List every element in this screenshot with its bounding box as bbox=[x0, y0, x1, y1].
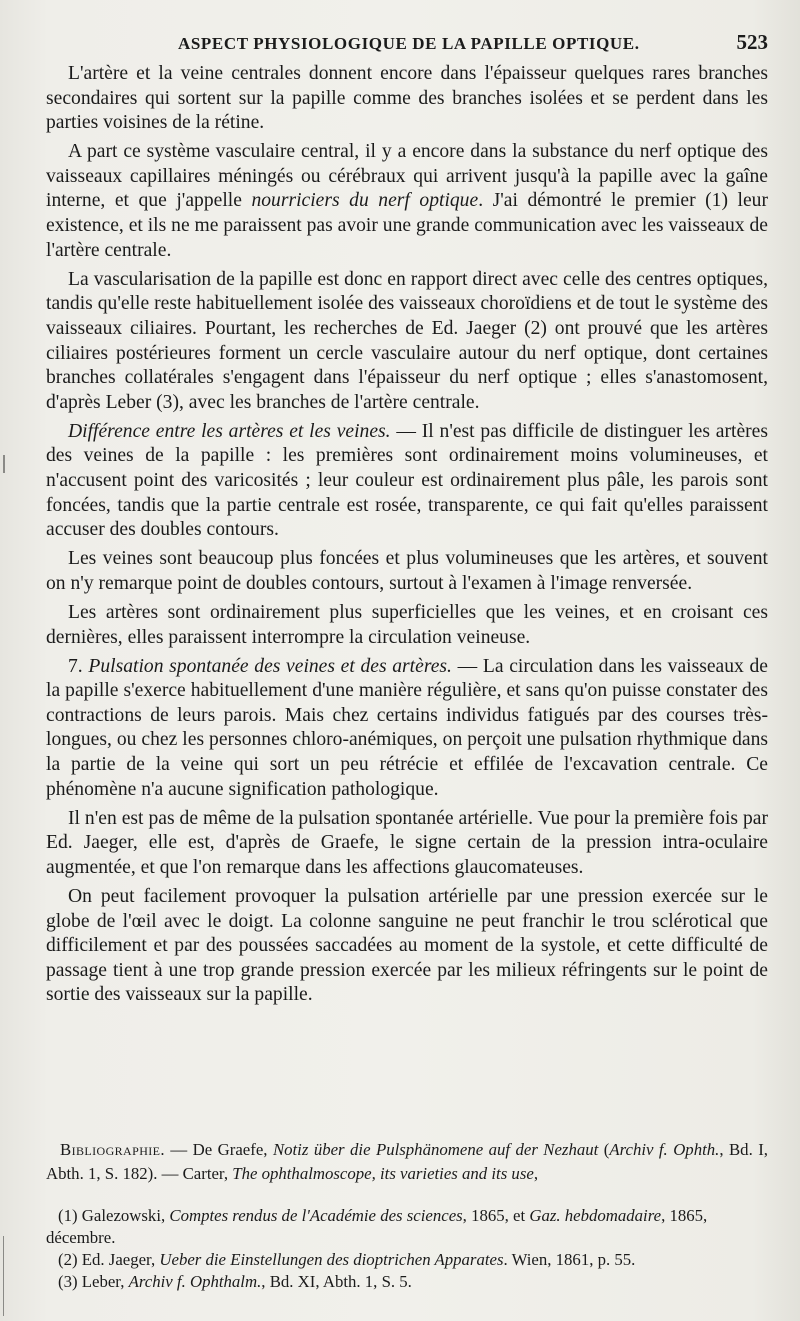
footnote-title: Comptes rendus de l'Académie des sciences bbox=[169, 1206, 463, 1225]
paragraph-5 bbox=[46, 547, 768, 596]
footnote-text: , Bd. XI, Abth. 1, S. 5. bbox=[261, 1272, 412, 1291]
page-number: 523 bbox=[736, 30, 768, 54]
paragraph-text: — La circulation dans les vaisseaux de la papille s'exerce habituellement d'une manière régulière, et sans qu'on puisse constater des contractions de leurs parois. Mais chez certains individus fatigués par des courses très-longues, ou chez les personnes chloro-anémiques, on perçoit une pulsation rhythmique dans la partie de la veine qui sort un peu rétrécie et effilée de l'excavation centrale. Ce phénomène n'a aucune signification pathologique. bbox=[46, 655, 769, 800]
footnote-text: , 1865, décembre. bbox=[46, 1206, 708, 1247]
bibliography-lead: Bibliographie. bbox=[60, 1140, 165, 1159]
paragraph-text: . J'ai démontré le premier (1) leur existence, et ils ne me paraissent pas avoir une grande communication avec les vaisseaux de l'artère centrale. bbox=[46, 190, 769, 261]
bibliography bbox=[46, 1138, 768, 1186]
bibliography-text: ( bbox=[598, 1140, 610, 1159]
footnote-text: (3) Leber, bbox=[58, 1272, 129, 1291]
paragraph-text: L'artère et la veine centrales donnent encore dans l'épaisseur quelques rares branches secondaires qui sortent sur la papille comme des branches isolées et se perdent dans les parties voisines de la rétine. bbox=[46, 63, 768, 134]
italic-term: nourriciers du nerf optique bbox=[251, 190, 479, 212]
running-title: ASPECT PHYSIOLOGIQUE DE LA PAPILLE OPTIQUE. bbox=[178, 34, 640, 53]
paragraph-text: La vascularisation de la papille est donc en rapport direct avec celle des centres optiques, tandis qu'elle reste habituellement isolée des vaisseaux choroïdiens et de tout le système des vaisseaux ciliaires. Pourtant, les recherches de Ed. Jaeger (2) ont prouvé que les artères ciliaires postérieures forment un cercle vasculaire autour du nerf optique, dont certaines branches collatérales s'engagent dans l'épaisseur du nerf optique ; elles s'anastomosent, d'après Leber (3), avec les branches de l'artère centrale. bbox=[46, 268, 768, 413]
scan-edge-mark bbox=[3, 1236, 4, 1316]
paragraph-8 bbox=[46, 807, 768, 881]
bibliography-title: Notiz über die Pulsphänomene auf der Nezhaut bbox=[272, 1140, 599, 1159]
paragraph-7 bbox=[46, 655, 768, 803]
paragraph-2 bbox=[46, 140, 768, 263]
bibliography-text: — De Graefe, bbox=[164, 1140, 273, 1159]
scan-edge-mark bbox=[3, 455, 5, 473]
paragraph-text: — Il n'est pas difficile de distinguer les artères des veines de la papille : les premières sont ordinairement moins volumineuses, et n'accusent point des varicosités ; leur couleur est ordinairement plus pâle, les parois sont foncées, tandis que la partie centrale est rosée, transparente, ce qui fait qu'elles paraissent accuser des doubles contours. bbox=[46, 420, 768, 541]
paragraph-3 bbox=[46, 268, 768, 416]
page-header bbox=[0, 30, 800, 56]
bibliography-text: , bbox=[533, 1164, 539, 1183]
paragraph-6 bbox=[46, 601, 768, 650]
footnote-text: , 1865, et bbox=[462, 1206, 530, 1225]
footnote-title: Archiv f. Ophthalm. bbox=[128, 1272, 262, 1291]
section-heading: Différence entre les artères et les veines. bbox=[68, 420, 391, 442]
paragraph-text: On peut facilement provoquer la pulsation artérielle par une pression exercée sur le globe de l'œil avec le doigt. La colonne sanguine ne peut franchir le trou sclérotical que difficilement et par des poussées saccadées au moment de la systole, et cette difficulté de passage tient à une trop grande pression exercée par les milieux réfringents sur le point de sortie des vaisseaux sur la papille. bbox=[46, 886, 768, 1006]
footnotes bbox=[46, 1205, 768, 1293]
footnote-text: (2) Ed. Jaeger, bbox=[58, 1250, 160, 1269]
paragraph-4 bbox=[46, 420, 768, 543]
paragraph-text: Il n'en est pas de même de la pulsation spontanée artérielle. Vue pour la première fois par Ed. Jaeger, elle est, d'après de Graefe, le signe certain de la pression intra-oculaire augmentée, et que l'on remarque dans les affections glaucomateuses. bbox=[46, 807, 768, 878]
paragraph-text: Les veines sont beaucoup plus foncées et plus volumineuses que les artères, et souvent on n'y remarque point de doubles contours, surtout à l'examen à l'image renversée. bbox=[46, 548, 768, 594]
paragraph-9 bbox=[46, 885, 768, 1008]
paragraph-1 bbox=[46, 62, 768, 136]
footnote-text: . Wien, 1861, p. 55. bbox=[503, 1250, 636, 1269]
footnote-2 bbox=[46, 1249, 768, 1271]
footnote-3 bbox=[46, 1271, 768, 1293]
footnote-1 bbox=[46, 1205, 768, 1249]
bibliography-title: The ophthalmoscope, its varieties and its use bbox=[232, 1164, 534, 1183]
section-number: 7. bbox=[68, 655, 89, 677]
paragraph-text: Les artères sont ordinairement plus superficielles que les veines, et en croisant ces dernières, elles paraissent interrompre la circulation veineuse. bbox=[46, 601, 768, 648]
footnote-text: (1) Galezowski, bbox=[58, 1206, 170, 1225]
bibliography-title: Archiv f. Ophth. bbox=[609, 1140, 720, 1159]
bibliography-text: , Bd. I, Abth. 1, S. 182). — Carter, bbox=[46, 1140, 768, 1183]
footnote-title: Gaz. hebdomadaire bbox=[529, 1206, 662, 1225]
body-text bbox=[46, 62, 768, 1008]
section-heading: Pulsation spontanée des veines et des artères. bbox=[88, 655, 452, 677]
paragraph-text: A part ce système vasculaire central, il y a encore dans la substance du nerf optique des vaisseaux capillaires méningés ou cérébraux qui arrivent jusqu'à la papille avec la gaîne interne, et que j'appelle bbox=[46, 141, 768, 212]
footnote-title: Ueber die Einstellungen des dioptrichen Apparates bbox=[159, 1250, 504, 1269]
